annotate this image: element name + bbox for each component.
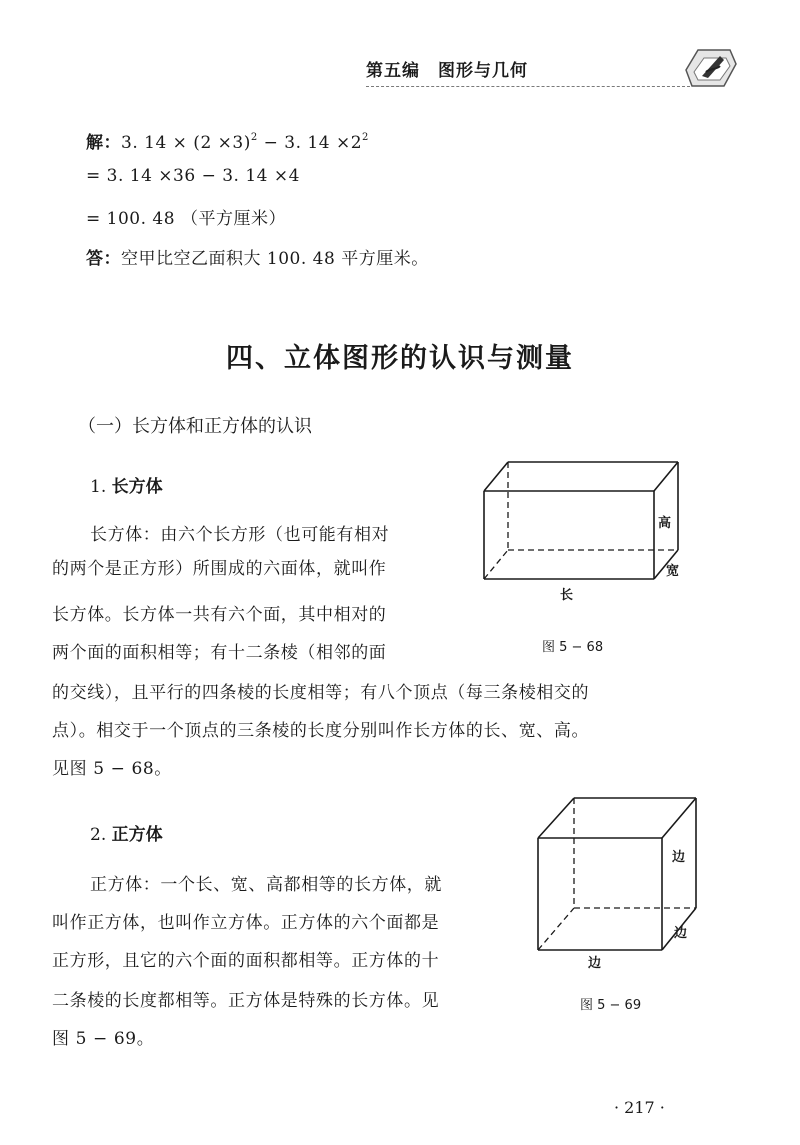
cuboid-heading-text: 长方体 — [111, 477, 163, 497]
cuboid-hidden-depth-edge — [484, 550, 508, 579]
page-number: · 217 · — [614, 1098, 665, 1117]
cuboid-top-left-edge — [484, 462, 508, 491]
answer-label: 答： — [86, 249, 121, 269]
answer-line — [86, 244, 429, 269]
cube-edge-depth-label: 边 — [674, 926, 688, 941]
exponent-2: 2 — [362, 132, 369, 143]
solution-label: 解： — [86, 133, 121, 153]
cube-top-right-edge — [662, 798, 696, 838]
pen-and-book-emblem-icon — [680, 42, 738, 92]
cuboid-width-label: 宽 — [666, 564, 680, 579]
cuboid-para-line-3: 长方体。长方体一共有六个面，其中相对的 — [52, 605, 387, 625]
cuboid-para-line-6: 点）。相交于一个顶点的三条棱的长度分别叫作长方体的长、宽、高。 — [52, 721, 590, 741]
cube-heading-number: 2. — [90, 825, 112, 845]
cube-edge-right-label: 边 — [672, 850, 686, 865]
cube-heading — [90, 820, 163, 845]
cube-para-line-4: 二条棱的长度都相等。正方体是特殊的长方体。见 — [52, 991, 440, 1011]
cube-figure-caption: 图 5 − 69 — [580, 998, 642, 1013]
exponent-1: 2 — [250, 132, 258, 143]
solution-line-1 — [86, 128, 369, 153]
solution-line-3: = 100. 48 （平方厘米） — [86, 209, 286, 229]
cube-para-line-2: 叫作正方体，也叫作立方体。正方体的六个面都是 — [52, 913, 440, 933]
cube-hidden-depth-edge — [538, 908, 574, 950]
cube-heading-text: 正方体 — [111, 825, 163, 845]
section-title: 四、立体图形的认识与测量 — [226, 343, 574, 374]
solution-line-2: = 3. 14 ×36 − 3. 14 ×4 — [86, 166, 300, 186]
cuboid-para-line-2: 的两个是正方形）所围成的六面体，就叫作 — [52, 559, 387, 579]
cube-para-line-3: 正方形，且它的六个面的面积都相等。正方体的十 — [52, 951, 440, 971]
solution-line-1-text: 3. 14 × (2 ×3) — [121, 133, 251, 153]
subsection-title: （一）长方体和正方体的认识 — [78, 416, 312, 437]
cuboid-figure-caption: 图 5 − 68 — [542, 640, 604, 655]
cuboid-heading — [90, 472, 163, 497]
cube-edge-bottom-label: 边 — [588, 956, 602, 971]
cuboid-para-line-1: 长方体：由六个长方形（也可能有相对 — [90, 525, 390, 545]
cuboid-para-line-7: 见图 5 − 68。 — [52, 759, 172, 779]
cuboid-length-label: 长 — [560, 588, 574, 603]
cube-para-line-5: 图 5 − 69。 — [52, 1029, 155, 1049]
header-rule — [366, 86, 690, 87]
cube-top-left-edge — [538, 798, 574, 838]
cuboid-para-line-5: 的交线），且平行的四条棱的长度相等；有八个顶点（每三条棱相交的 — [52, 683, 590, 703]
cuboid-top-right-edge — [654, 462, 678, 491]
cuboid-height-label: 高 — [658, 516, 672, 531]
solution-line-1-mid: − 3. 14 ×2 — [257, 133, 363, 153]
cube-para-line-1: 正方体：一个长、宽、高都相等的长方体，就 — [90, 875, 442, 895]
answer-text: 空甲比空乙面积大 100. 48 平方厘米。 — [121, 249, 429, 269]
cuboid-para-line-4: 两个面的面积相等；有十二条棱（相邻的面 — [52, 643, 387, 663]
cuboid-figure — [476, 456, 706, 606]
running-header-title: 第五编 图形与几何 — [366, 61, 528, 81]
cuboid-heading-number: 1. — [90, 477, 112, 497]
